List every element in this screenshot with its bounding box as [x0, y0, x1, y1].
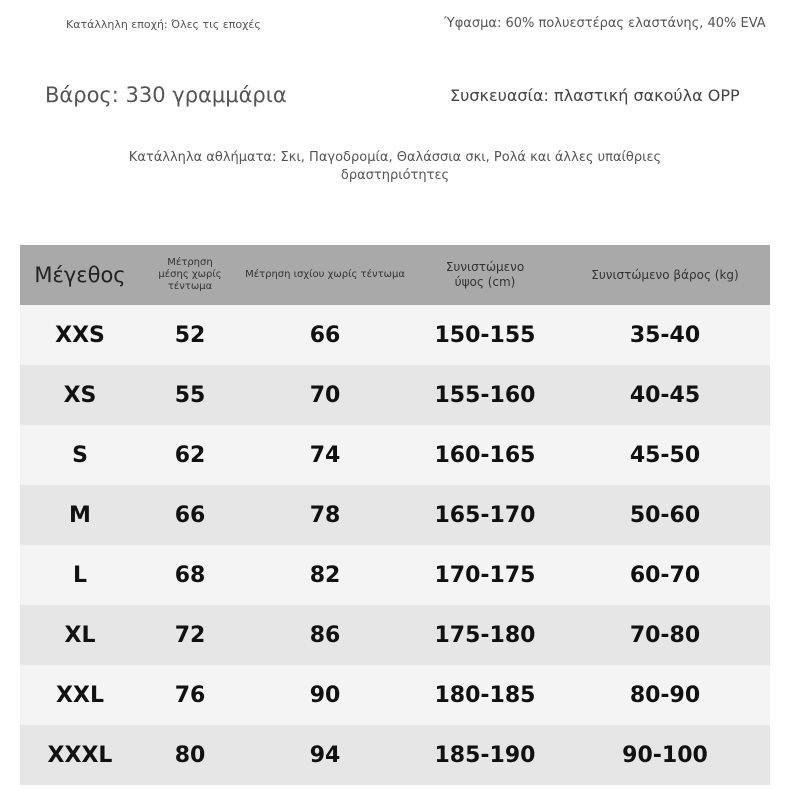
header-size: Μέγεθος: [20, 245, 140, 305]
cell-height: 185-190: [410, 725, 560, 785]
cell-weight: 70-80: [560, 605, 770, 665]
table-row: [20, 545, 770, 605]
season-info: Κατάλληλη εποχή: Όλες τις εποχές: [66, 18, 261, 31]
cell-height: 165-170: [410, 485, 560, 545]
cell-size: S: [20, 425, 140, 485]
cell-weight: 80-90: [560, 665, 770, 725]
cell-waist: 72: [140, 605, 240, 665]
cell-size: L: [20, 545, 140, 605]
cell-waist: 76: [140, 665, 240, 725]
table-row: [20, 725, 770, 785]
table-row: [20, 605, 770, 665]
cell-hip: 70: [240, 365, 410, 425]
fabric-info: Ύφασμα: 60% πολυεστέρας ελαστάνης, 40% EVA: [444, 16, 766, 31]
cell-hip: 82: [240, 545, 410, 605]
header-weight: Συνιστώμενο βάρος (kg): [560, 245, 770, 305]
cell-hip: 74: [240, 425, 410, 485]
cell-size: XXXL: [20, 725, 140, 785]
cell-waist: 66: [140, 485, 240, 545]
cell-hip: 66: [240, 305, 410, 365]
cell-size: XXL: [20, 665, 140, 725]
cell-size: M: [20, 485, 140, 545]
size-chart-table: [20, 245, 770, 785]
cell-height: 175-180: [410, 605, 560, 665]
sports-info: [0, 149, 790, 185]
table-row: [20, 425, 770, 485]
table-row: [20, 485, 770, 545]
cell-hip: 86: [240, 605, 410, 665]
cell-size: XXS: [20, 305, 140, 365]
cell-height: 170-175: [410, 545, 560, 605]
cell-weight: 40-45: [560, 365, 770, 425]
header-hip: Μέτρηση ισχίου χωρίς τέντωμα: [240, 245, 410, 305]
packaging-info: Συσκευασία: πλαστική σακούλα OPP: [450, 86, 740, 105]
cell-size: XL: [20, 605, 140, 665]
table-row: [20, 665, 770, 725]
sports-info-line1: Κατάλληλα αθλήματα: Σκι, Παγοδρομία, Θαλάσσια σκι, Ρολά και άλλες υπαίθριες: [128, 150, 662, 165]
cell-weight: 50-60: [560, 485, 770, 545]
header-height: Συνιστώμενο ύψος (cm): [410, 245, 560, 305]
cell-waist: 62: [140, 425, 240, 485]
cell-height: 160-165: [410, 425, 560, 485]
cell-height: 180-185: [410, 665, 560, 725]
cell-waist: 80: [140, 725, 240, 785]
cell-hip: 90: [240, 665, 410, 725]
cell-weight: 35-40: [560, 305, 770, 365]
cell-waist: 52: [140, 305, 240, 365]
cell-waist: 55: [140, 365, 240, 425]
weight-info: Βάρος: 330 γραμμάρια: [45, 83, 287, 107]
sports-info-line2: δραστηριότητες: [340, 168, 450, 183]
cell-waist: 68: [140, 545, 240, 605]
table-row: [20, 305, 770, 365]
cell-height: 150-155: [410, 305, 560, 365]
cell-size: XS: [20, 365, 140, 425]
header-waist: Μέτρηση μέσης χωρίς τέντωμα: [140, 245, 240, 305]
table-header-row: [20, 245, 770, 305]
table-row: [20, 365, 770, 425]
cell-weight: 45-50: [560, 425, 770, 485]
cell-weight: 60-70: [560, 545, 770, 605]
cell-hip: 78: [240, 485, 410, 545]
cell-hip: 94: [240, 725, 410, 785]
cell-height: 155-160: [410, 365, 560, 425]
cell-weight: 90-100: [560, 725, 770, 785]
